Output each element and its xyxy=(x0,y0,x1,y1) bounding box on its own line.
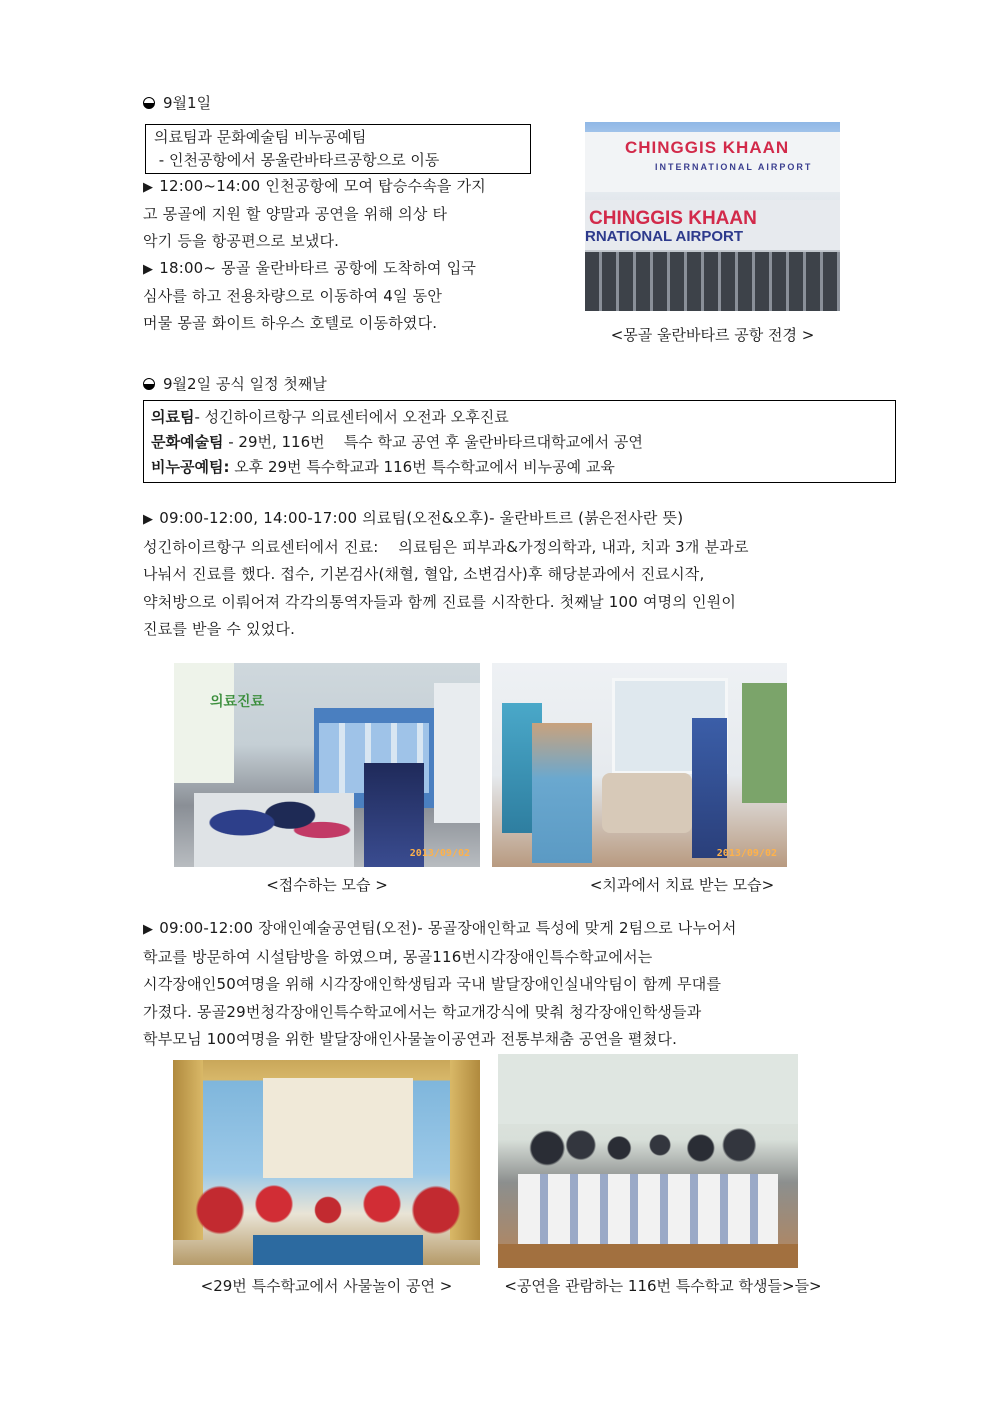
triangle-bullet-icon: ▶ xyxy=(143,512,154,527)
section1-paragraph: ▶ 12:00~14:00 인천공항에 모여 탑승수속을 가지 고 몽골에 지원 할 양말과 공연을 위해 의상 타 악기 등을 항공편으로 보냈다. ▶ 18:00~ 몽골 울란바타르 공항에 도착하여 입국 심사를 하고 전용차량으로 이동하여 4일 동안 머물 몽골 화이트 하우스 호텔로 이동하였다. xyxy=(143,177,486,332)
section2-summary-box: 의료팀- 성긴하이르항구 의료센터에서 오전과 오후진료 문화예술팀 - 29번, 116번 특수 학교 공연 후 울란바타르대학교에서 공연 비누공예팀: 오후 29번 특수학교과 116번 특수학교에서 비누공예 교육 xyxy=(143,400,896,483)
section1-heading xyxy=(143,92,211,113)
samulnori-photo-caption: <29번 특수학교에서 사물놀이 공연 > xyxy=(200,1277,453,1295)
half-circle-icon xyxy=(143,378,155,390)
dental-photo: 2013/09/02 xyxy=(492,663,787,867)
section1-summary-box xyxy=(145,124,531,174)
reception-photo-caption: <접수하는 모습 > xyxy=(266,876,388,894)
half-circle-icon xyxy=(143,97,155,109)
section2-heading xyxy=(143,373,327,394)
section1-heading-text: 9월1일 xyxy=(163,94,212,112)
samulnori-photo xyxy=(173,1060,480,1265)
triangle-bullet-icon: ▶ xyxy=(143,922,154,937)
airport-photo-caption: <몽골 울란바타르 공항 전경 > xyxy=(610,326,815,344)
triangle-bullet-icon: ▶ xyxy=(143,180,154,195)
students-photo xyxy=(498,1054,798,1268)
section1-box-line-1: 의료팀과 문화예술팀 비누공예팀 xyxy=(154,128,367,146)
airport-photo: CHINGGIS KHAAN INTERNATIONAL AIRPORT CHINGGIS KHAAN RNATIONAL AIRPORT xyxy=(585,122,840,311)
students-photo-caption: <공연을 관람하는 116번 특수학교 학생들>들> xyxy=(504,1277,822,1295)
section2-medical-paragraph: ▶ 09:00-12:00, 14:00-17:00 의료팀(오전&오후)- 울란바트르 (붉은전사란 뜻) 성긴하이르항구 의료센터에서 진료: 의료팀은 피부과&가정의학과, 내과, 치과 3개 분과로 나눠서 진료를 했다. 접수, 기본검사(채혈, 혈압, 소변검사)후 해당분과에서 진료시작, 약처방으로 이뤄어져 각각의통역자들과 함께 진료를 시작한다. 첫째날 100 여명의 인원이 진료를 받을 수 있었다. xyxy=(143,509,749,638)
reception-photo: 의료진료 2013/09/02 xyxy=(174,663,480,867)
section1-box-line-2: - 인천공항에서 몽울란바타르공항으로 이동 xyxy=(154,151,440,169)
dental-photo-caption: <치과에서 치료 받는 모습> xyxy=(589,876,775,894)
triangle-bullet-icon: ▶ xyxy=(143,262,154,277)
section2-performance-paragraph: ▶ 09:00-12:00 장애인예술공연팀(오전)- 몽골장애인학교 특성에 맞게 2팀으로 나누어서 학교를 방문하여 시설탐방을 하였으며, 몽골116번시각장애인특수학교에서는 시각장애인50여명을 위해 시각장애인학생팀과 국내 발달장애인실내악팀이 함께 무대를 가졌다. 몽골29번청각장애인특수학교에서는 학교개강식에 맞춰 청각장애인학생들과 학부모님 100여명을 위한 발달장애인사물놀이공연과 전통부채춤 공연을 펼쳤다. xyxy=(143,919,737,1048)
section2-heading-text: 9월2일 공식 일정 첫째날 xyxy=(163,375,327,393)
